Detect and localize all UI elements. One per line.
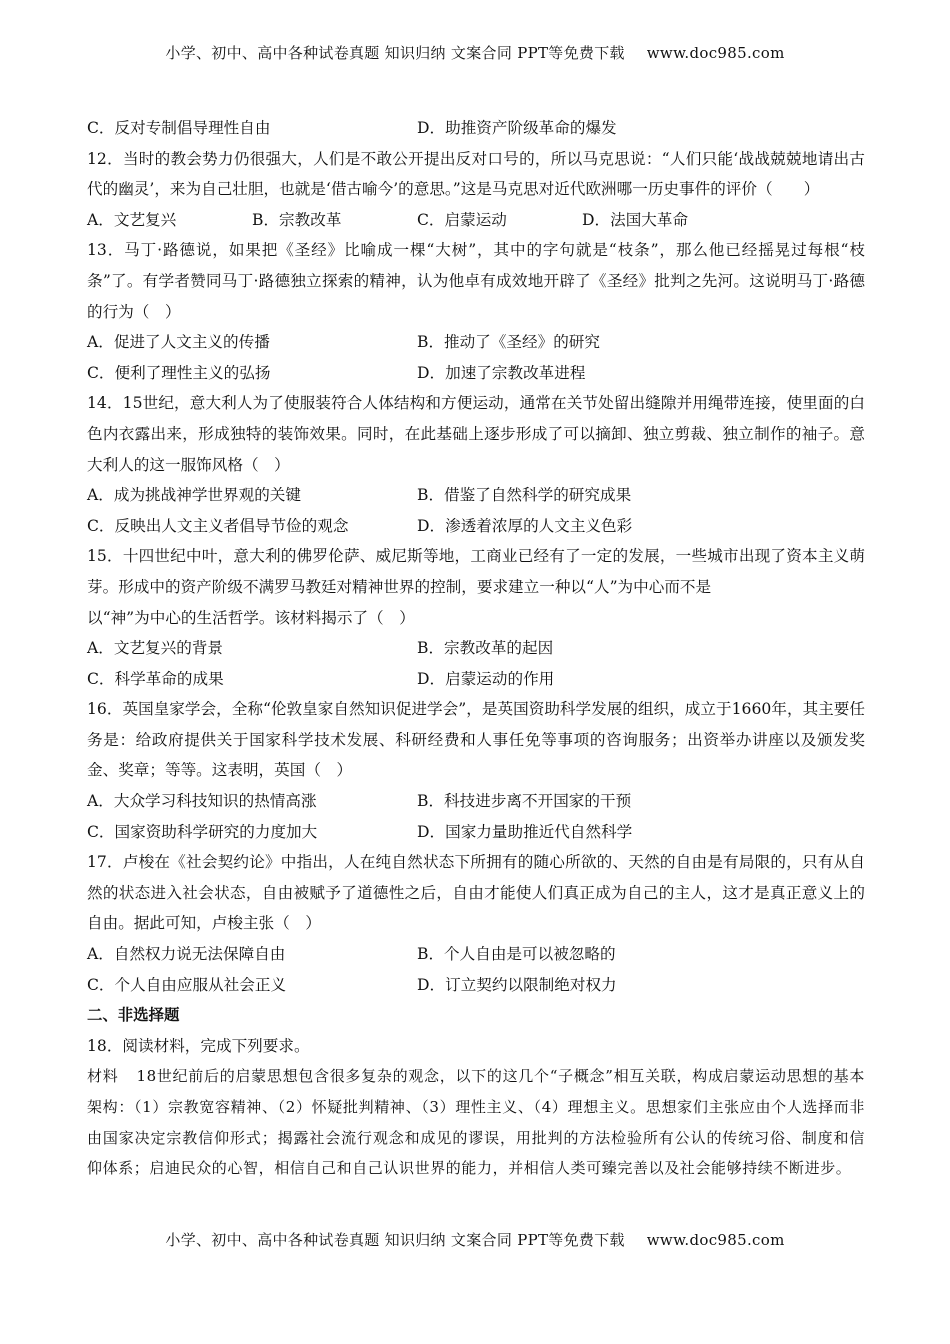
- q13-options-cd: [87, 358, 865, 389]
- q16-option-b: B．科技进步离不开国家的干预: [417, 792, 632, 811]
- q17-option-a: A．自然权力说无法保障自由: [87, 945, 286, 964]
- q16-stem: 16．英国皇家学会，全称“伦敦皇家自然知识促进学会”，是英国资助科学发展的组织，成立于1660年，其主要任务是：给政府提供关于国家科学技术发展、科研经费和人事任免等事项的咨询服务；出资举办讲座以及颁发奖金、奖章；等等。这表明，英国（ ）: [87, 700, 865, 780]
- footer-text: 小学、初中、高中各种试卷真题 知识归纳 文案合同 PPT等免费下载: [165, 1231, 625, 1249]
- page-footer: [0, 1229, 950, 1250]
- q17-option-c: C．个人自由应服从社会正义: [87, 975, 287, 994]
- footer-url[interactable]: www.doc985.com: [646, 1231, 785, 1249]
- q15-option-c: C．科学革命的成果: [87, 669, 224, 688]
- q17-options-cd: [87, 970, 865, 1001]
- q14-option-a: A．成为挑战神学世界观的关键: [87, 486, 301, 505]
- header-text: 小学、初中、高中各种试卷真题 知识归纳 文案合同 PPT等免费下载: [165, 44, 625, 62]
- q13-option-b: B．推动了《圣经》的研究: [417, 333, 600, 352]
- q12-option-a: A．文艺复兴: [87, 210, 177, 229]
- q12-option-c: C．启蒙运动: [417, 210, 507, 229]
- q18-material: [87, 1061, 865, 1183]
- q14-option-b: B．借鉴了自然科学的研究成果: [417, 486, 632, 505]
- q14-option-c: C．反映出人文主义者倡导节俭的观念: [87, 516, 349, 535]
- q12-option-d: D．法国大革命: [582, 210, 689, 229]
- q13-option-d: D．加速了宗教改革进程: [417, 363, 586, 382]
- q15-options-cd: [87, 664, 865, 695]
- q17-stem: 17．卢梭在《社会契约论》中指出，人在纯自然状态下所拥有的随心所欲的、天然的自由是有局限的，只有从自然的状态进入社会状态，自由被赋予了道德性之后，自由才能使人们真正成为自己的主人，这才是真正意义上的自由。据此可知，卢梭主张（ ）: [87, 853, 865, 933]
- q12-option-b: B．宗教改革: [252, 210, 342, 229]
- q16-option-a: A．大众学习科技知识的热情高涨: [87, 792, 317, 811]
- header-url[interactable]: www.doc985.com: [646, 44, 785, 62]
- q11-option-d: D．助推资产阶级革命的爆发: [417, 119, 617, 137]
- q17-option-b: B．个人自由是可以被忽略的: [417, 945, 616, 964]
- q11-options-cd: [87, 113, 865, 144]
- q17-option-d: D．订立契约以限制绝对权力: [417, 975, 617, 994]
- material-text: 18世纪前后的启蒙思想包含很多复杂的观念，以下的这几个“子概念”相互关联，构成启蒙运动思想的基本架构：（1）宗教宽容精神、（2）怀疑批判精神、（3）理性主义、（4）理想主义。思想家们主张应由个人选择而非由国家决定宗教信仰形式；揭露社会流行观念和成见的谬误，用批判的方法检验所有公认的传统习俗、制度和信仰体系；启迪民众的心智，相信自己和自己认识世界的能力，并相信人类可臻完善以及社会能够持续不断进步。: [87, 1067, 865, 1178]
- q11-option-c: C．反对专制倡导理性自由: [87, 119, 271, 137]
- q13-options-ab: [87, 327, 865, 358]
- q14-options-cd: [87, 511, 865, 542]
- q14-options-ab: [87, 480, 865, 511]
- q13-option-c: C．便利了理性主义的弘扬: [87, 363, 271, 382]
- q15-option-b: B．宗教改革的起因: [417, 639, 554, 658]
- q13-option-a: A．促进了人文主义的传播: [87, 333, 270, 352]
- material-label: 材料: [87, 1067, 119, 1086]
- q16-option-c: C．国家资助科学研究的力度加大: [87, 822, 318, 841]
- page-header: [0, 42, 950, 63]
- q16-options-ab: [87, 786, 865, 817]
- section-title-non-choice: 二、非选择题: [87, 1006, 180, 1025]
- q12-options: [87, 205, 865, 236]
- q15-stem-part2: 以“神”为中心的生活哲学。该材料揭示了（ ）: [87, 608, 415, 627]
- q12-stem: 12．当时的教会势力仍很强大，人们是不敢公开提出反对口号的，所以马克思说：“人们只能‘战战兢兢地请出古代的幽灵’，来为自己壮胆，也就是‘借古喻今’的意思。”这是马克思对近代欧洲哪一历史事件的评价（ ）: [87, 149, 865, 199]
- q15-options-ab: [87, 633, 865, 664]
- q15-stem-part1: 15．十四世纪中叶，意大利的佛罗伦萨、威尼斯等地，工商业已经有了一定的发展，一些城市出现了资本主义萌芽。形成中的资产阶级不满罗马教廷对精神世界的控制，要求建立一种以“人”为中心而不是: [87, 547, 865, 596]
- q16-option-d: D．国家力量助推近代自然科学: [417, 822, 633, 841]
- q18-stem: 18．阅读材料，完成下列要求。: [87, 1036, 310, 1055]
- q16-options-cd: [87, 817, 865, 848]
- exam-content: [87, 113, 865, 1184]
- q13-stem: 13．马丁·路德说，如果把《圣经》比喻成一棵“大树”，其中的字句就是“枝条”，那么他已经摇晃过每根“枝条”了。有学者赞同马丁·路德独立探索的精神，认为他卓有成效地开辟了《圣经》批判之先河。这说明马丁·路德的行为（ ）: [87, 241, 865, 321]
- q14-option-d: D．渗透着浓厚的人文主义色彩: [417, 516, 633, 535]
- q15-option-d: D．启蒙运动的作用: [417, 669, 555, 688]
- q15-option-a: A．文艺复兴的背景: [87, 639, 224, 658]
- q14-stem: 14．15世纪，意大利人为了使服装符合人体结构和方便运动，通常在关节处留出缝隙并用绳带连接，使里面的白色内衣露出来，形成独特的装饰效果。同时，在此基础上逐步形成了可以摘卸、独立剪裁、独立制作的袖子。意大利人的这一服饰风格（ ）: [87, 394, 865, 474]
- q17-options-ab: [87, 939, 865, 970]
